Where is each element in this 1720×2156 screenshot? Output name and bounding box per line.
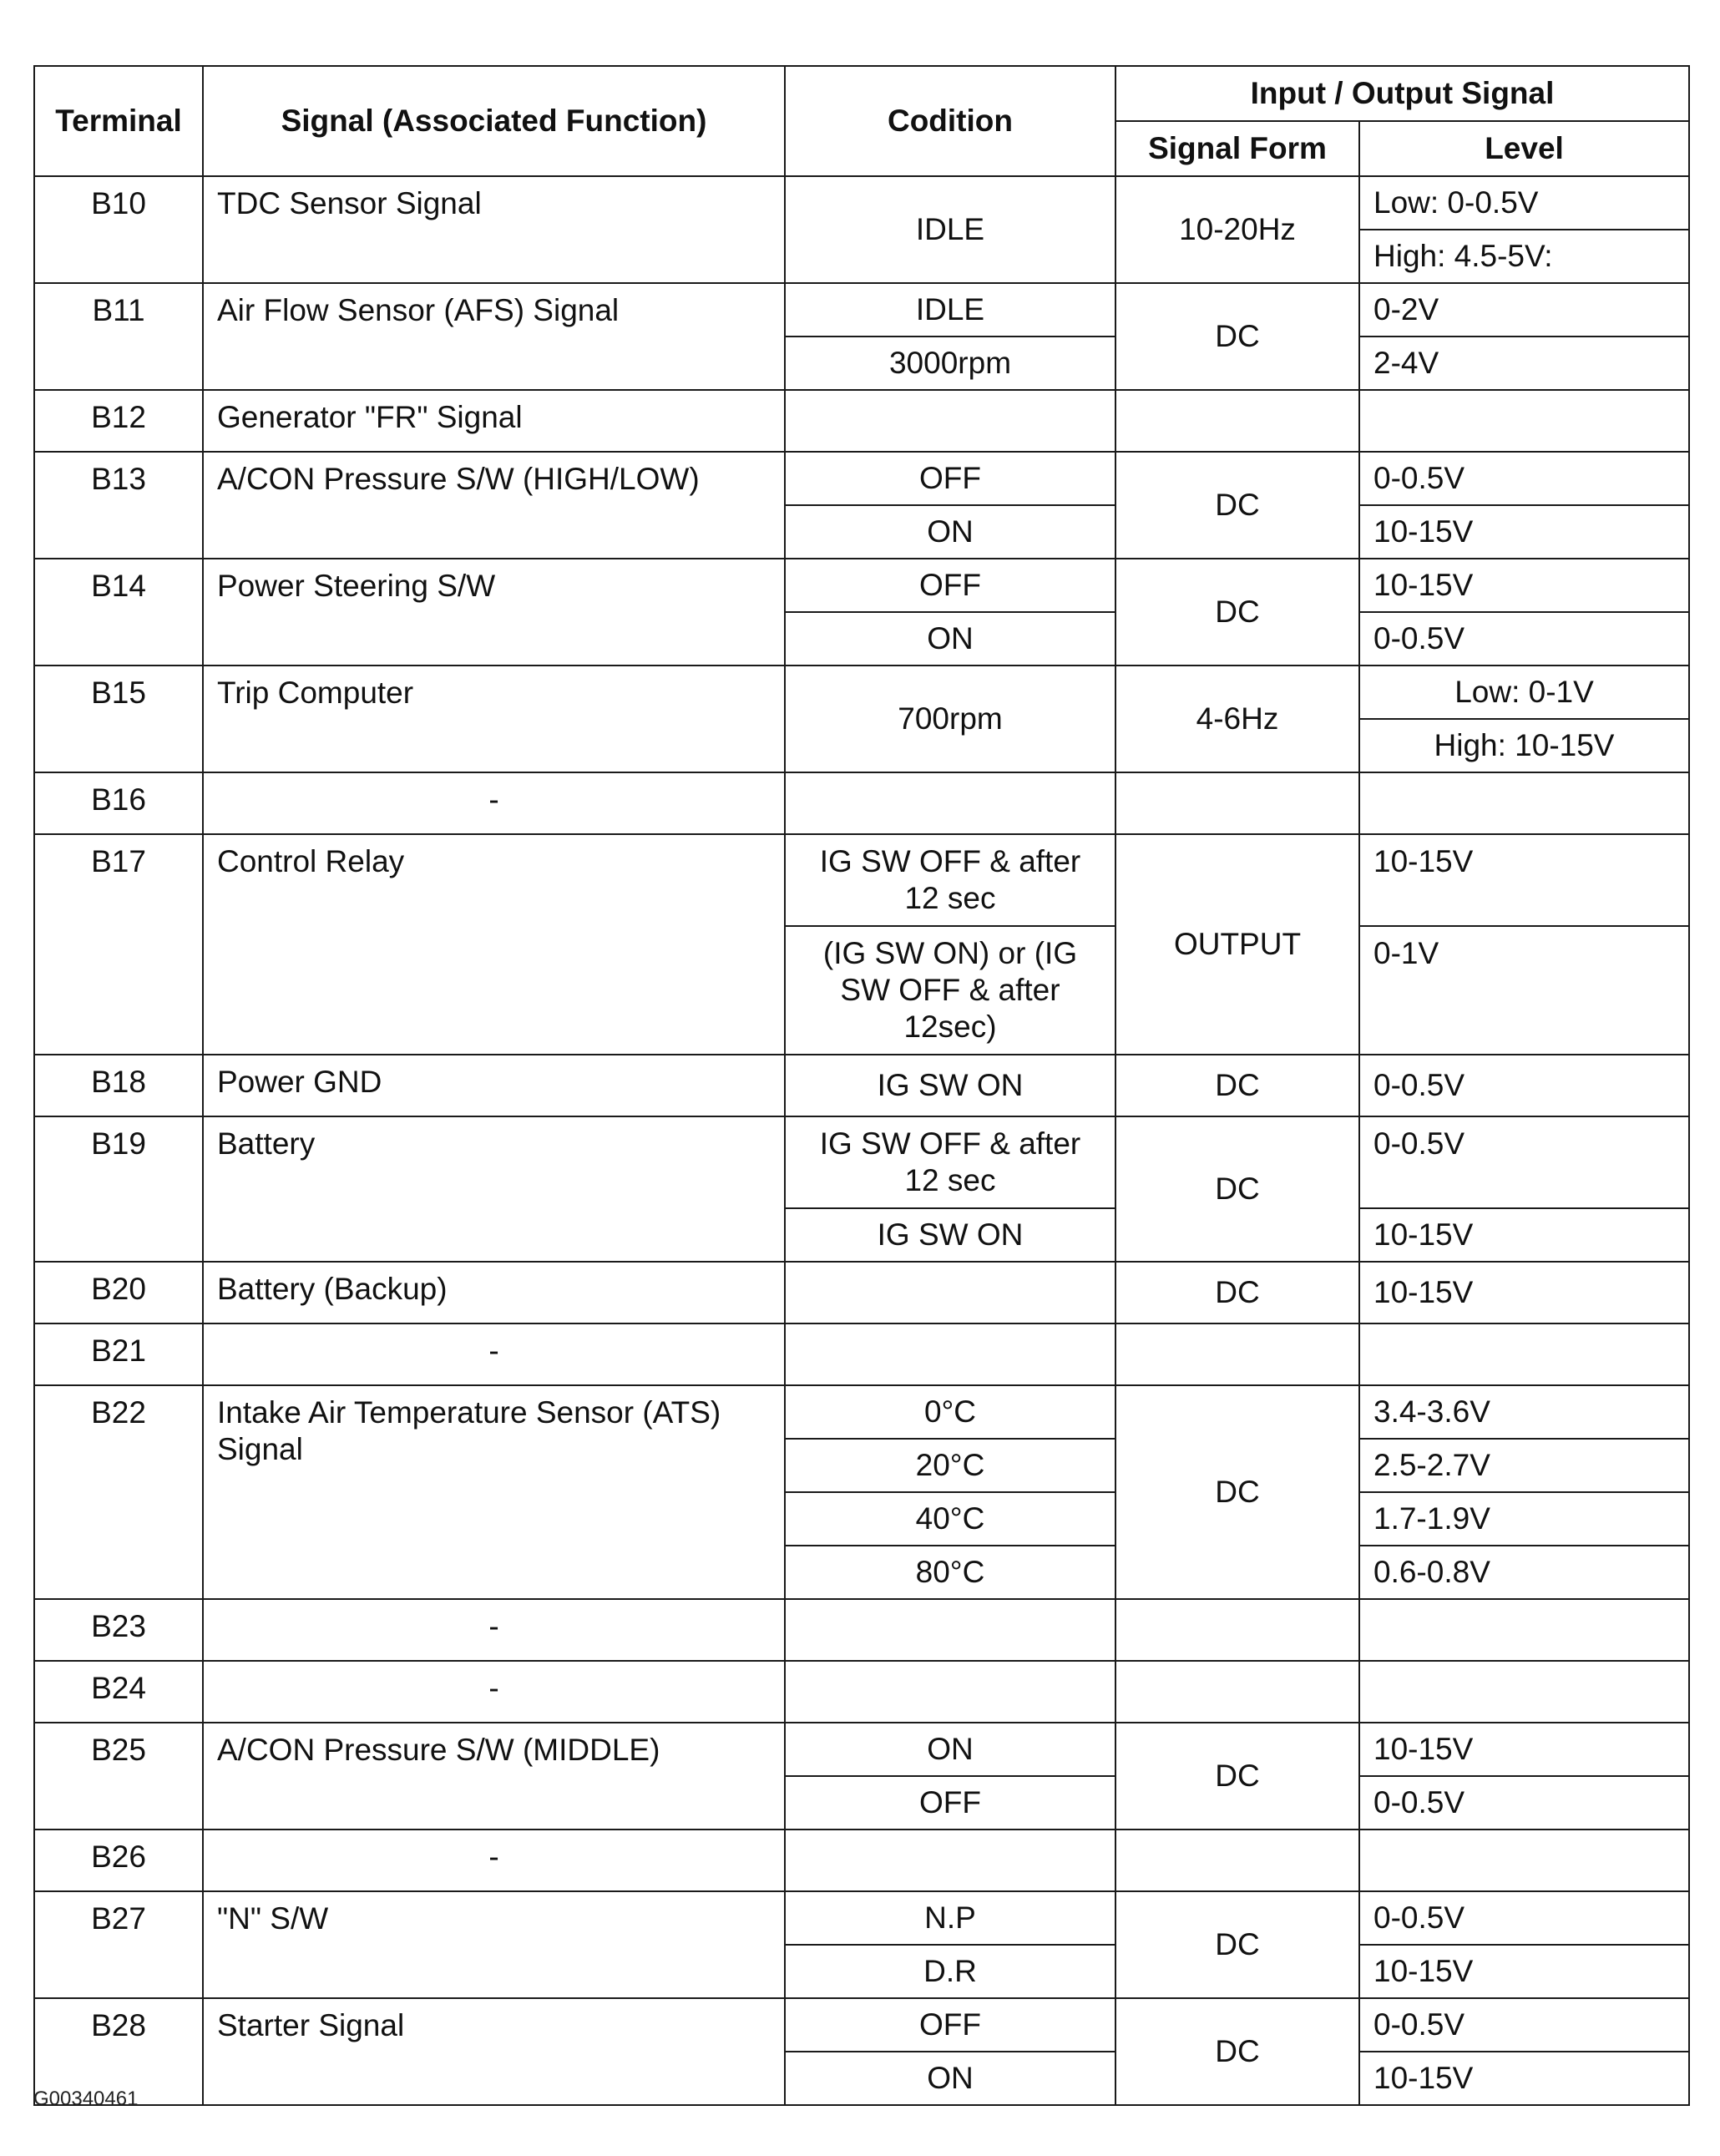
signal-form-cell: DC (1115, 1262, 1359, 1323)
signal-form-cell: 4-6Hz (1115, 666, 1359, 772)
signal-form-cell (1115, 1661, 1359, 1723)
terminal-cell: B19 (34, 1116, 203, 1262)
table-row (34, 390, 1689, 452)
terminal-cell: B27 (34, 1891, 203, 1998)
condition-cell: OFF (785, 1998, 1115, 2052)
condition-cell: IDLE (785, 283, 1115, 337)
figure-code: G00340461 (33, 2088, 139, 2110)
terminal-cell: B24 (34, 1661, 203, 1723)
table-row (34, 559, 1689, 612)
signal-cell: Generator "FR" Signal (203, 390, 785, 452)
signal-cell: A/CON Pressure S/W (MIDDLE) (203, 1723, 785, 1830)
condition-cell (785, 1323, 1115, 1385)
condition-cell: OFF (785, 559, 1115, 612)
io-signal-table-container (33, 65, 1688, 2106)
io-signal-table (33, 65, 1690, 2106)
signal-form-cell (1115, 1323, 1359, 1385)
table-row (34, 283, 1689, 337)
signal-cell: Trip Computer (203, 666, 785, 772)
level-cell: 1.7-1.9V (1359, 1492, 1689, 1546)
condition-cell: 700rpm (785, 666, 1115, 772)
condition-cell: 20°C (785, 1439, 1115, 1492)
condition-cell: IG SW OFF & after 12 sec (785, 834, 1115, 926)
condition-cell: ON (785, 505, 1115, 559)
level-cell: 0-0.5V (1359, 1776, 1689, 1830)
condition-cell: IG SW OFF & after 12 sec (785, 1116, 1115, 1208)
level-cell: 0-0.5V (1359, 1116, 1689, 1208)
signal-form-cell: DC (1115, 559, 1359, 666)
level-cell: 2-4V (1359, 337, 1689, 390)
level-cell: 10-15V (1359, 1945, 1689, 1998)
level-cell (1359, 772, 1689, 834)
terminal-cell: B22 (34, 1385, 203, 1599)
terminal-cell: B17 (34, 834, 203, 1055)
terminal-cell: B25 (34, 1723, 203, 1830)
table-row (34, 1891, 1689, 1945)
signal-cell: Air Flow Sensor (AFS) Signal (203, 283, 785, 390)
table-row (34, 834, 1689, 926)
level-cell (1359, 1599, 1689, 1661)
table-row (34, 1599, 1689, 1661)
terminal-cell: B26 (34, 1830, 203, 1891)
level-cell: 10-15V (1359, 559, 1689, 612)
condition-cell (785, 1262, 1115, 1323)
signal-cell: - (203, 1323, 785, 1385)
signal-form-cell: DC (1115, 1998, 1359, 2105)
signal-form-cell (1115, 390, 1359, 452)
terminal-cell: B18 (34, 1055, 203, 1116)
signal-cell: Battery (Backup) (203, 1262, 785, 1323)
signal-cell: - (203, 1661, 785, 1723)
signal-form-cell: DC (1115, 1055, 1359, 1116)
terminal-cell: B16 (34, 772, 203, 834)
condition-cell: OFF (785, 1776, 1115, 1830)
signal-form-cell (1115, 772, 1359, 834)
header-level: Level (1359, 121, 1689, 176)
signal-cell: Control Relay (203, 834, 785, 1055)
condition-cell (785, 1661, 1115, 1723)
signal-cell: "N" S/W (203, 1891, 785, 1998)
header-condition: Codition (785, 66, 1115, 176)
level-cell: 2.5-2.7V (1359, 1439, 1689, 1492)
signal-cell: Battery (203, 1116, 785, 1262)
condition-cell: 40°C (785, 1492, 1115, 1546)
table-row (34, 1830, 1689, 1891)
signal-form-cell (1115, 1599, 1359, 1661)
terminal-cell: B11 (34, 283, 203, 390)
header-signal-form: Signal Form (1115, 121, 1359, 176)
terminal-cell: B15 (34, 666, 203, 772)
signal-cell: A/CON Pressure S/W (HIGH/LOW) (203, 452, 785, 559)
condition-cell: 80°C (785, 1546, 1115, 1599)
level-cell: Low: 0-0.5V (1359, 176, 1689, 230)
signal-cell: - (203, 1830, 785, 1891)
signal-cell: - (203, 1599, 785, 1661)
condition-cell: N.P (785, 1891, 1115, 1945)
level-cell: 10-15V (1359, 1723, 1689, 1776)
level-cell: Low: 0-1V (1359, 666, 1689, 719)
signal-cell: - (203, 772, 785, 834)
table-row (34, 772, 1689, 834)
signal-form-cell: OUTPUT (1115, 834, 1359, 1055)
condition-cell: (IG SW ON) or (IG SW OFF & after 12sec) (785, 926, 1115, 1055)
signal-form-cell (1115, 1830, 1359, 1891)
level-cell: 0.6-0.8V (1359, 1546, 1689, 1599)
level-cell: 10-15V (1359, 1208, 1689, 1262)
terminal-cell: B13 (34, 452, 203, 559)
header-signal: Signal (Associated Function) (203, 66, 785, 176)
table-row (34, 1055, 1689, 1116)
condition-cell: ON (785, 1723, 1115, 1776)
header-terminal: Terminal (34, 66, 203, 176)
terminal-cell: B21 (34, 1323, 203, 1385)
condition-cell: IDLE (785, 176, 1115, 283)
signal-form-cell: 10-20Hz (1115, 176, 1359, 283)
signal-form-cell: DC (1115, 1723, 1359, 1830)
level-cell: 0-0.5V (1359, 452, 1689, 505)
signal-cell: Power Steering S/W (203, 559, 785, 666)
condition-cell: D.R (785, 1945, 1115, 1998)
level-cell: 0-0.5V (1359, 1891, 1689, 1945)
condition-cell (785, 772, 1115, 834)
level-cell: 10-15V (1359, 1262, 1689, 1323)
table-row (34, 1262, 1689, 1323)
level-cell: 3.4-3.6V (1359, 1385, 1689, 1439)
level-cell: High: 4.5-5V: (1359, 230, 1689, 283)
table-row (34, 1323, 1689, 1385)
condition-cell: ON (785, 2052, 1115, 2105)
condition-cell (785, 1830, 1115, 1891)
header-io-signal: Input / Output Signal (1115, 66, 1689, 121)
level-cell (1359, 1661, 1689, 1723)
terminal-cell: B12 (34, 390, 203, 452)
table-row (34, 452, 1689, 505)
signal-form-cell: DC (1115, 1385, 1359, 1599)
level-cell: 0-0.5V (1359, 1998, 1689, 2052)
terminal-cell: B28 (34, 1998, 203, 2105)
level-cell: 0-0.5V (1359, 1055, 1689, 1116)
table-row (34, 1116, 1689, 1208)
level-cell (1359, 1830, 1689, 1891)
condition-cell: 0°C (785, 1385, 1115, 1439)
condition-cell: IG SW ON (785, 1055, 1115, 1116)
condition-cell: 3000rpm (785, 337, 1115, 390)
signal-cell: Power GND (203, 1055, 785, 1116)
level-cell: 10-15V (1359, 834, 1689, 926)
condition-cell: IG SW ON (785, 1208, 1115, 1262)
signal-form-cell: DC (1115, 283, 1359, 390)
table-row (34, 1661, 1689, 1723)
table-row (34, 666, 1689, 719)
condition-cell (785, 1599, 1115, 1661)
terminal-cell: B23 (34, 1599, 203, 1661)
signal-form-cell: DC (1115, 452, 1359, 559)
terminal-cell: B14 (34, 559, 203, 666)
table-row (34, 1723, 1689, 1776)
level-cell: High: 10-15V (1359, 719, 1689, 772)
signal-cell: TDC Sensor Signal (203, 176, 785, 283)
terminal-cell: B20 (34, 1262, 203, 1323)
table-row (34, 1998, 1689, 2052)
level-cell: 0-0.5V (1359, 612, 1689, 666)
signal-cell: Starter Signal (203, 1998, 785, 2105)
level-cell: 0-2V (1359, 283, 1689, 337)
level-cell (1359, 1323, 1689, 1385)
signal-form-cell: DC (1115, 1116, 1359, 1262)
condition-cell (785, 390, 1115, 452)
signal-form-cell: DC (1115, 1891, 1359, 1998)
condition-cell: OFF (785, 452, 1115, 505)
terminal-cell: B10 (34, 176, 203, 283)
condition-cell: ON (785, 612, 1115, 666)
level-cell: 10-15V (1359, 505, 1689, 559)
signal-cell: Intake Air Temperature Sensor (ATS) Signal (203, 1385, 785, 1599)
level-cell: 10-15V (1359, 2052, 1689, 2105)
level-cell (1359, 390, 1689, 452)
table-row (34, 1385, 1689, 1439)
level-cell: 0-1V (1359, 926, 1689, 1055)
table-row (34, 176, 1689, 230)
